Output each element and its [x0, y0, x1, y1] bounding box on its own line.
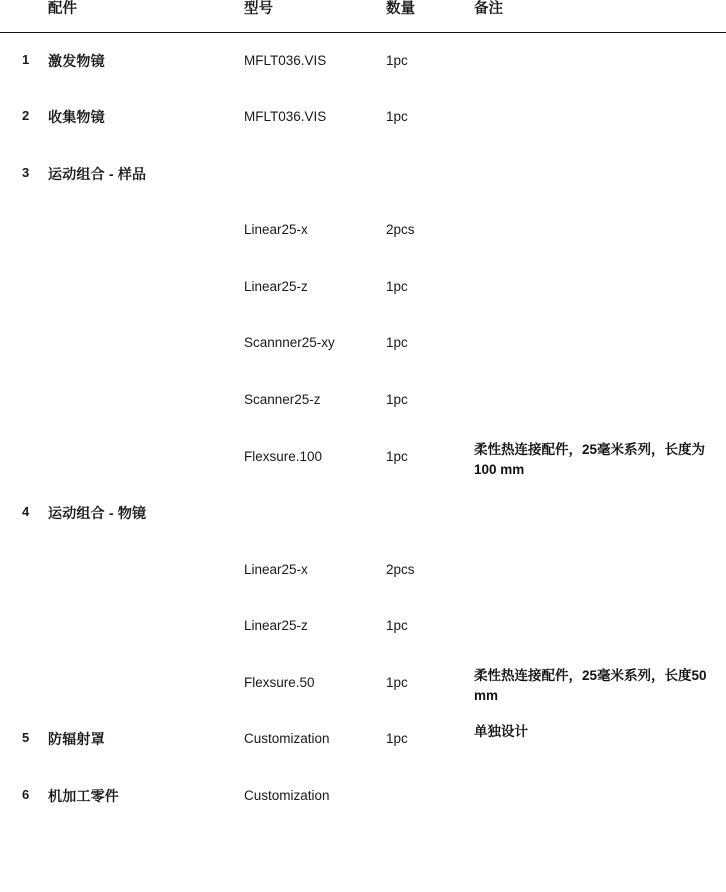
cell-index: 2 — [22, 107, 30, 123]
cell-model: Linear25-x — [244, 222, 308, 238]
cell-note — [474, 768, 726, 825]
table-row — [0, 146, 726, 203]
cell-index — [0, 542, 44, 599]
cell-note — [474, 146, 726, 203]
cell-quantity: 2pcs — [386, 222, 415, 238]
table-row — [0, 32, 726, 89]
cell-note — [474, 485, 726, 542]
cell-index — [0, 655, 44, 712]
cell-note: 柔性热连接配件，25毫米系列，长度50 mm — [474, 667, 707, 704]
table-row — [0, 259, 726, 316]
table-row — [0, 485, 726, 542]
cell-model: Scannner25-xy — [244, 335, 335, 351]
cell-note — [474, 598, 726, 655]
cell-quantity: 1pc — [386, 278, 408, 294]
cell-note — [474, 259, 726, 316]
cell-quantity: 1pc — [386, 391, 408, 407]
cell-quantity: 1pc — [386, 335, 408, 351]
table-row — [0, 315, 726, 372]
table-row — [0, 598, 726, 655]
cell-quantity: 1pc — [386, 618, 408, 634]
cell-quantity: 1pc — [386, 674, 408, 690]
cell-model: Linear25-z — [244, 278, 308, 294]
cell-model: Scanner25-z — [244, 391, 321, 407]
table-header-row — [0, 0, 726, 32]
table-row — [0, 768, 726, 825]
cell-quantity — [386, 146, 474, 203]
cell-note — [474, 32, 726, 89]
cell-model — [244, 485, 386, 542]
cell-model: Flexsure.50 — [244, 674, 315, 690]
cell-index: 4 — [22, 504, 30, 520]
column-header-part: 配件 — [44, 0, 244, 32]
table-row — [0, 89, 726, 146]
cell-index — [0, 372, 44, 429]
cell-part: 激发物镜 — [48, 52, 105, 69]
cell-index: 1 — [22, 51, 30, 67]
cell-quantity: 1pc — [386, 448, 408, 464]
cell-part: 运动组合 - 物镜 — [48, 505, 147, 522]
cell-model: Flexsure.100 — [244, 448, 323, 464]
table-row — [0, 655, 726, 712]
cell-model: MFLT036.VIS — [244, 52, 327, 68]
cell-part — [44, 655, 244, 712]
table-header — [0, 0, 726, 32]
column-header-quantity: 数量 — [386, 0, 474, 32]
cell-quantity — [386, 768, 474, 825]
cell-model: Linear25-z — [244, 618, 308, 634]
cell-index — [0, 259, 44, 316]
cell-index: 6 — [22, 787, 30, 803]
cell-index: 3 — [22, 164, 30, 180]
table-row — [0, 711, 726, 768]
cell-index — [0, 202, 44, 259]
cell-part — [44, 542, 244, 599]
cell-note: 柔性热连接配件，25毫米系列，长度为100 mm — [474, 441, 706, 477]
cell-model — [244, 146, 386, 203]
cell-quantity: 1pc — [386, 731, 408, 747]
column-header-note: 备注 — [474, 0, 726, 32]
column-header-index — [0, 0, 44, 32]
table-row — [0, 372, 726, 429]
cell-index — [0, 598, 44, 655]
cell-quantity: 2pcs — [386, 561, 415, 577]
cell-model: Customization — [244, 788, 330, 804]
cell-quantity: 1pc — [386, 52, 408, 68]
cell-index — [0, 429, 44, 486]
cell-model: MFLT036.VIS — [244, 108, 327, 124]
cell-part — [44, 315, 244, 372]
cell-model: Customization — [244, 731, 330, 747]
cell-part — [44, 202, 244, 259]
cell-note: 单独设计 — [474, 724, 528, 740]
table-row — [0, 542, 726, 599]
cell-index: 5 — [22, 730, 30, 746]
column-header-model: 型号 — [244, 0, 386, 32]
cell-part — [44, 598, 244, 655]
cell-part — [44, 372, 244, 429]
cell-part: 运动组合 - 样品 — [48, 165, 147, 182]
cell-note — [474, 372, 726, 429]
cell-note — [474, 202, 726, 259]
cell-part — [44, 259, 244, 316]
cell-note — [474, 89, 726, 146]
cell-part: 机加工零件 — [48, 788, 119, 805]
table-row — [0, 202, 726, 259]
cell-note — [474, 315, 726, 372]
cell-part: 防辐射罩 — [48, 731, 105, 748]
table-row — [0, 429, 726, 486]
cell-model: Linear25-x — [244, 561, 308, 577]
cell-quantity: 1pc — [386, 108, 408, 124]
cell-quantity — [386, 485, 474, 542]
cell-part — [44, 429, 244, 486]
cell-index — [0, 315, 44, 372]
table-body — [0, 32, 726, 824]
cell-note — [474, 542, 726, 599]
cell-part: 收集物镜 — [48, 108, 105, 125]
